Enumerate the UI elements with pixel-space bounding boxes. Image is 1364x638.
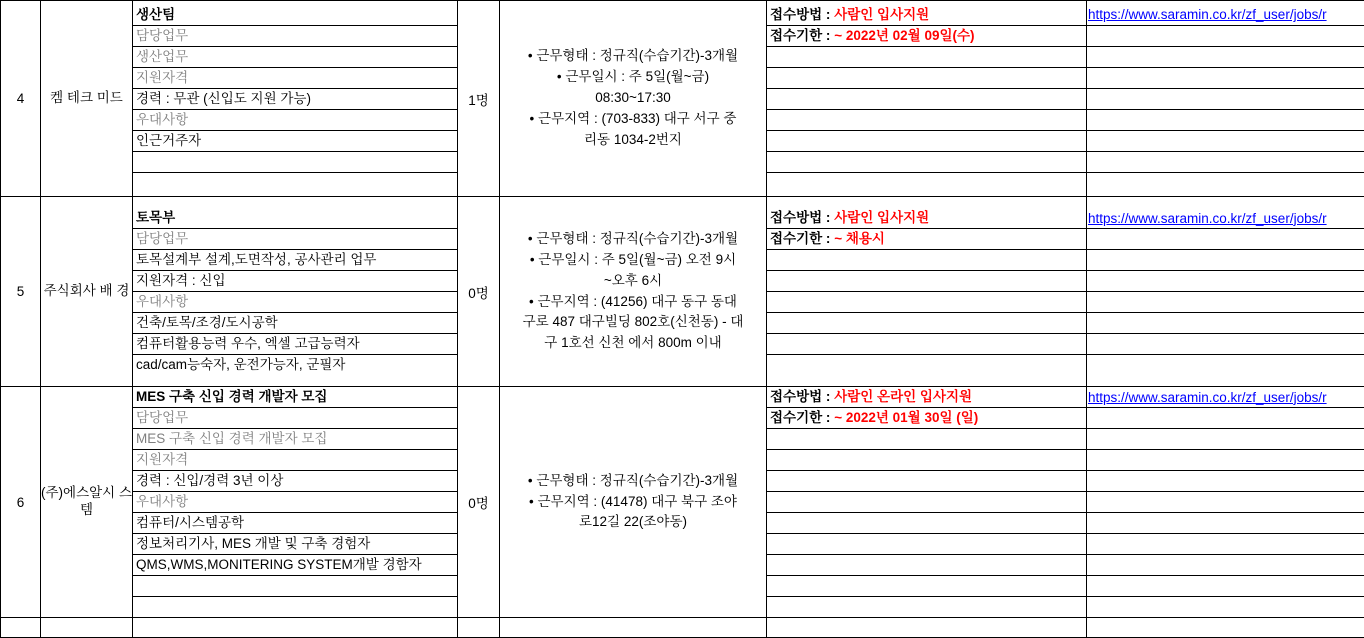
table-row <box>1 387 1364 618</box>
detail-line <box>133 151 457 172</box>
apply-method-value: 사람인 입사지원 <box>834 7 929 22</box>
row-number: 6 <box>1 387 41 618</box>
job-detail-cell <box>133 1 458 197</box>
detail-line: 우대사항 <box>133 109 457 130</box>
detail-line: 토목부 <box>133 208 457 229</box>
empty-cell <box>1087 555 1364 576</box>
empty-cell <box>1087 172 1364 193</box>
empty-cell <box>767 513 1086 534</box>
condition-line: 08:30~17:30 <box>500 88 766 109</box>
condition-line: • 근무지역 : (703-833) 대구 서구 중 <box>500 109 766 130</box>
apply-deadline-value: ~ 2022년 01월 30일 (일) <box>834 410 978 425</box>
detail-line: MES 구축 신입 경력 개발자 모집 <box>133 429 457 450</box>
apply-deadline <box>767 408 1086 429</box>
apply-deadline-value: ~ 채용시 <box>834 231 885 246</box>
detail-line: 담당업무 <box>133 229 457 250</box>
job-detail-cell <box>133 387 458 618</box>
apply-link[interactable] <box>1087 387 1364 408</box>
condition-line: • 근무형태 : 정규직(수습기간)-3개월 <box>500 229 766 250</box>
table-row <box>1 1 1364 197</box>
apply-method-label: 접수방법 : <box>770 7 830 22</box>
empty-cell <box>1087 534 1364 555</box>
hire-count: 1명 <box>458 1 500 197</box>
empty-cell <box>1087 597 1364 618</box>
empty-cell <box>767 618 1087 638</box>
apply-link[interactable] <box>1087 5 1364 26</box>
work-conditions <box>500 387 767 618</box>
empty-cell <box>1087 492 1364 513</box>
detail-line <box>133 597 457 618</box>
empty-cell <box>1087 576 1364 597</box>
condition-line: ~오후 6시 <box>500 271 766 292</box>
company-name: (주)에스알시 스템 <box>41 387 133 618</box>
apply-method <box>767 208 1086 229</box>
empty-cell <box>767 492 1086 513</box>
work-conditions <box>500 1 767 197</box>
detail-line <box>133 576 457 597</box>
condition-line: 리동 1034-2번지 <box>500 130 766 151</box>
empty-cell <box>767 555 1086 576</box>
detail-line: MES 구축 신입 경력 개발자 모집 <box>133 387 457 408</box>
apply-method-label: 접수방법 : <box>770 210 830 225</box>
apply-link-text[interactable]: https://www.saramin.co.kr/zf_user/jobs/r <box>1088 5 1363 24</box>
detail-line: 담당업무 <box>133 25 457 46</box>
condition-line: 구 1호선 신천 에서 800m 이내 <box>500 333 766 354</box>
apply-link-text[interactable]: https://www.saramin.co.kr/zf_user/jobs/r <box>1088 388 1363 407</box>
condition-line: • 근무지역 : (41256) 대구 동구 동대 <box>500 292 766 313</box>
empty-cell <box>767 250 1086 271</box>
detail-line: 경력 : 신입/경력 3년 이상 <box>133 471 457 492</box>
empty-cell <box>1087 46 1364 67</box>
empty-cell <box>767 355 1086 376</box>
empty-cell <box>1087 450 1364 471</box>
apply-link[interactable] <box>1087 208 1364 229</box>
empty-cell <box>1087 250 1364 271</box>
empty-cell <box>1087 271 1364 292</box>
company-name: 주식회사 배 경 <box>41 197 133 387</box>
empty-cell <box>767 334 1086 355</box>
apply-link-cell <box>1087 1 1364 197</box>
empty-cell <box>767 151 1086 172</box>
empty-cell <box>767 271 1086 292</box>
empty-cell <box>41 618 133 638</box>
detail-line <box>133 172 457 193</box>
detail-line: 지원자격 <box>133 450 457 471</box>
detail-line: 토목설계부 설계,도면작성, 공사관리 업무 <box>133 250 457 271</box>
empty-cell <box>1087 88 1364 109</box>
apply-deadline-label: 접수기한 : <box>770 231 830 246</box>
empty-cell <box>767 576 1086 597</box>
apply-deadline-label: 접수기한 : <box>770 410 830 425</box>
empty-cell <box>1087 229 1364 250</box>
apply-deadline-value: ~ 2022년 02월 09일(수) <box>834 28 974 43</box>
detail-line: 우대사항 <box>133 492 457 513</box>
empty-cell <box>767 313 1086 334</box>
hire-count: 0명 <box>458 387 500 618</box>
empty-cell <box>767 597 1086 618</box>
condition-line: 로12길 22(조야동) <box>500 512 766 533</box>
detail-line: 지원자격 <box>133 67 457 88</box>
empty-cell <box>1087 151 1364 172</box>
apply-deadline-label: 접수기한 : <box>770 28 830 43</box>
row-number: 4 <box>1 1 41 197</box>
apply-method-value: 사람인 입사지원 <box>834 210 929 225</box>
empty-cell <box>500 618 767 638</box>
apply-method <box>767 387 1086 408</box>
empty-cell <box>767 471 1086 492</box>
detail-line: 컴퓨터활용능력 우수, 엑셀 고급능력자 <box>133 334 457 355</box>
detail-line: 건축/토목/조경/도시공학 <box>133 313 457 334</box>
empty-cell <box>767 450 1086 471</box>
empty-cell <box>133 618 458 638</box>
empty-cell <box>458 618 500 638</box>
detail-line: 인근거주자 <box>133 130 457 151</box>
empty-cell <box>1087 130 1364 151</box>
empty-cell <box>1087 109 1364 130</box>
condition-line: • 근무일시 : 주 5일(월~금) 오전 9시 <box>500 250 766 271</box>
empty-cell <box>1087 25 1364 46</box>
hire-count: 0명 <box>458 197 500 387</box>
condition-line: • 근무형태 : 정규직(수습기간)-3개월 <box>500 471 766 492</box>
empty-cell <box>767 109 1086 130</box>
apply-method-value: 사람인 온라인 입사지원 <box>834 389 972 404</box>
empty-cell <box>1087 334 1364 355</box>
empty-cell <box>767 429 1086 450</box>
apply-info-cell <box>767 197 1087 387</box>
apply-deadline <box>767 229 1086 250</box>
empty-cell <box>1087 618 1364 638</box>
empty-cell <box>1087 313 1364 334</box>
empty-cell <box>1087 292 1364 313</box>
detail-line: QMS,WMS,MONITERING SYSTEM개발 경함자 <box>133 555 457 576</box>
empty-cell <box>767 172 1086 193</box>
apply-info-cell <box>767 387 1087 618</box>
condition-line: 구로 487 대구빌딩 802호(신천동) - 대 <box>500 312 766 333</box>
detail-line: 지원자격 : 신입 <box>133 271 457 292</box>
detail-line: 생산업무 <box>133 46 457 67</box>
apply-deadline <box>767 25 1086 46</box>
detail-line: 담당업무 <box>133 408 457 429</box>
empty-cell <box>1 618 41 638</box>
empty-cell <box>767 292 1086 313</box>
empty-cell <box>1087 429 1364 450</box>
apply-method <box>767 5 1086 26</box>
detail-line: 정보처리기사, MES 개발 및 구축 경험자 <box>133 534 457 555</box>
empty-cell <box>1087 67 1364 88</box>
apply-link-text[interactable]: https://www.saramin.co.kr/zf_user/jobs/r <box>1088 209 1363 228</box>
detail-line: 우대사항 <box>133 292 457 313</box>
empty-cell <box>767 130 1086 151</box>
empty-cell <box>1087 408 1364 429</box>
detail-line: 경력 : 무관 (신입도 지원 가능) <box>133 88 457 109</box>
apply-link-cell <box>1087 387 1364 618</box>
job-detail-cell <box>133 197 458 387</box>
condition-line: • 근무지역 : (41478) 대구 북구 조야 <box>500 492 766 513</box>
apply-link-cell <box>1087 197 1364 387</box>
table-row <box>1 197 1364 387</box>
condition-line: • 근무일시 : 주 5일(월~금) <box>500 67 766 88</box>
table-row-partial <box>1 618 1364 638</box>
apply-info-cell <box>767 1 1087 197</box>
detail-line: 생산팀 <box>133 5 457 26</box>
detail-line: 컴퓨터/시스템공학 <box>133 513 457 534</box>
empty-cell <box>1087 355 1364 376</box>
empty-cell <box>1087 471 1364 492</box>
work-conditions <box>500 197 767 387</box>
empty-cell <box>767 67 1086 88</box>
condition-line: • 근무형태 : 정규직(수습기간)-3개월 <box>500 46 766 67</box>
empty-cell <box>1087 513 1364 534</box>
empty-cell <box>767 46 1086 67</box>
row-number: 5 <box>1 197 41 387</box>
detail-line: cad/cam능숙자, 운전가능자, 군필자 <box>133 355 457 376</box>
apply-method-label: 접수방법 : <box>770 389 830 404</box>
empty-cell <box>767 88 1086 109</box>
empty-cell <box>767 534 1086 555</box>
company-name: 켐 테크 미드 <box>41 1 133 197</box>
